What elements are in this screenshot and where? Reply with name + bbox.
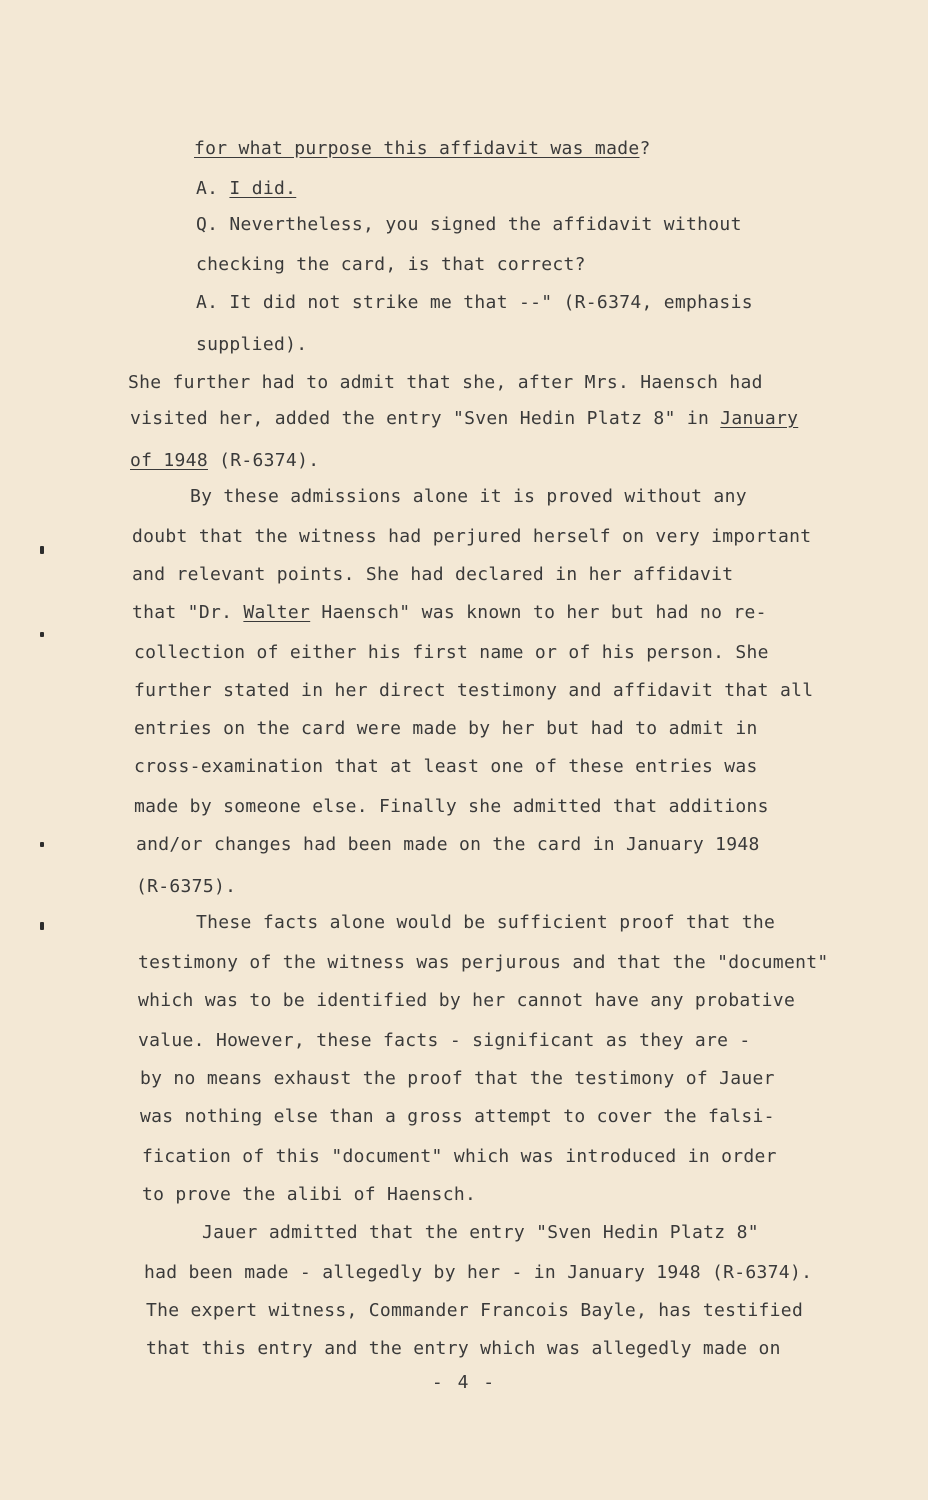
text-line [194,138,651,160]
text-line: had been made - allegedly by her - in January 1948 (R-6374). [144,1262,813,1283]
text-line: doubt that the witness had perjured herself on very important [132,526,812,547]
text-line [130,450,319,472]
text-line: and relevant points. She had declared in her affidavit [132,564,734,585]
underlined-text: of 1948 [130,450,208,471]
text-fragment: visited her, added the entry "Sven Hedin Platz 8" in [130,408,721,429]
text-line: by no means exhaust the proof that the testimony of Jauer [140,1068,775,1089]
text-line: and/or changes had been made on the card in January 1948 [136,834,760,855]
text-line: These facts alone would be sufficient proof that the [196,912,776,933]
text-line [132,602,767,624]
text-line: The expert witness, Commander Francois Bayle, has testified [146,1300,804,1321]
underlined-text: I did. [229,178,297,199]
text-line: that this entry and the entry which was allegedly made on [146,1338,781,1359]
text-fragment: that "Dr. [132,602,244,623]
text-line: value. However, these facts - significant as they are - [138,1030,751,1051]
text-line: supplied). [196,334,308,355]
underlined-text: January [720,408,799,429]
text-line: further stated in her direct testimony and affidavit that all [134,680,814,701]
text-line: made by someone else. Finally she admitted that additions [134,796,769,817]
text-line: checking the card, is that correct? [196,254,586,275]
underlined-text: for what purpose this affidavit was made [194,138,640,159]
margin-mark [40,632,44,637]
margin-mark [40,842,44,847]
text-line: Q. Nevertheless, you signed the affidavit without [196,214,742,235]
text-line: cross-examination that at least one of these entries was [134,756,758,777]
margin-mark [40,922,44,930]
text-line: Jauer admitted that the entry "Sven Hedin Platz 8" [202,1222,759,1243]
text-line: A. It did not strike me that --" (R-6374, emphasis [196,292,753,313]
text-line: which was to be identified by her cannot have any probative [138,990,796,1011]
text-line: collection of either his first name or of his person. She [134,642,769,663]
text-line: testimony of the witness was perjurous and that the "document" [138,952,829,973]
text-line: She further had to admit that she, after Mrs. Haensch had [128,372,763,393]
text-fragment: ? [639,138,651,159]
text-line [196,178,296,200]
text-fragment: (R-6374). [207,450,320,471]
text-line: fication of this "document" which was introduced in order [142,1146,777,1167]
underlined-text: Walter [243,602,311,623]
text-line: was nothing else than a gross attempt to cover the falsi- [140,1106,775,1127]
text-fragment: Haensch" was known to her but had no re- [310,602,767,623]
text-line: By these admissions alone it is proved without any [190,486,747,507]
page-number: - 4 - [431,1372,497,1393]
text-line: (R-6375). [136,876,237,897]
text-line: to prove the alibi of Haensch. [142,1184,477,1205]
text-fragment: A. [196,178,230,199]
margin-mark [40,546,44,554]
text-line: entries on the card were made by her but had to admit in [134,718,758,739]
text-line [130,408,798,430]
